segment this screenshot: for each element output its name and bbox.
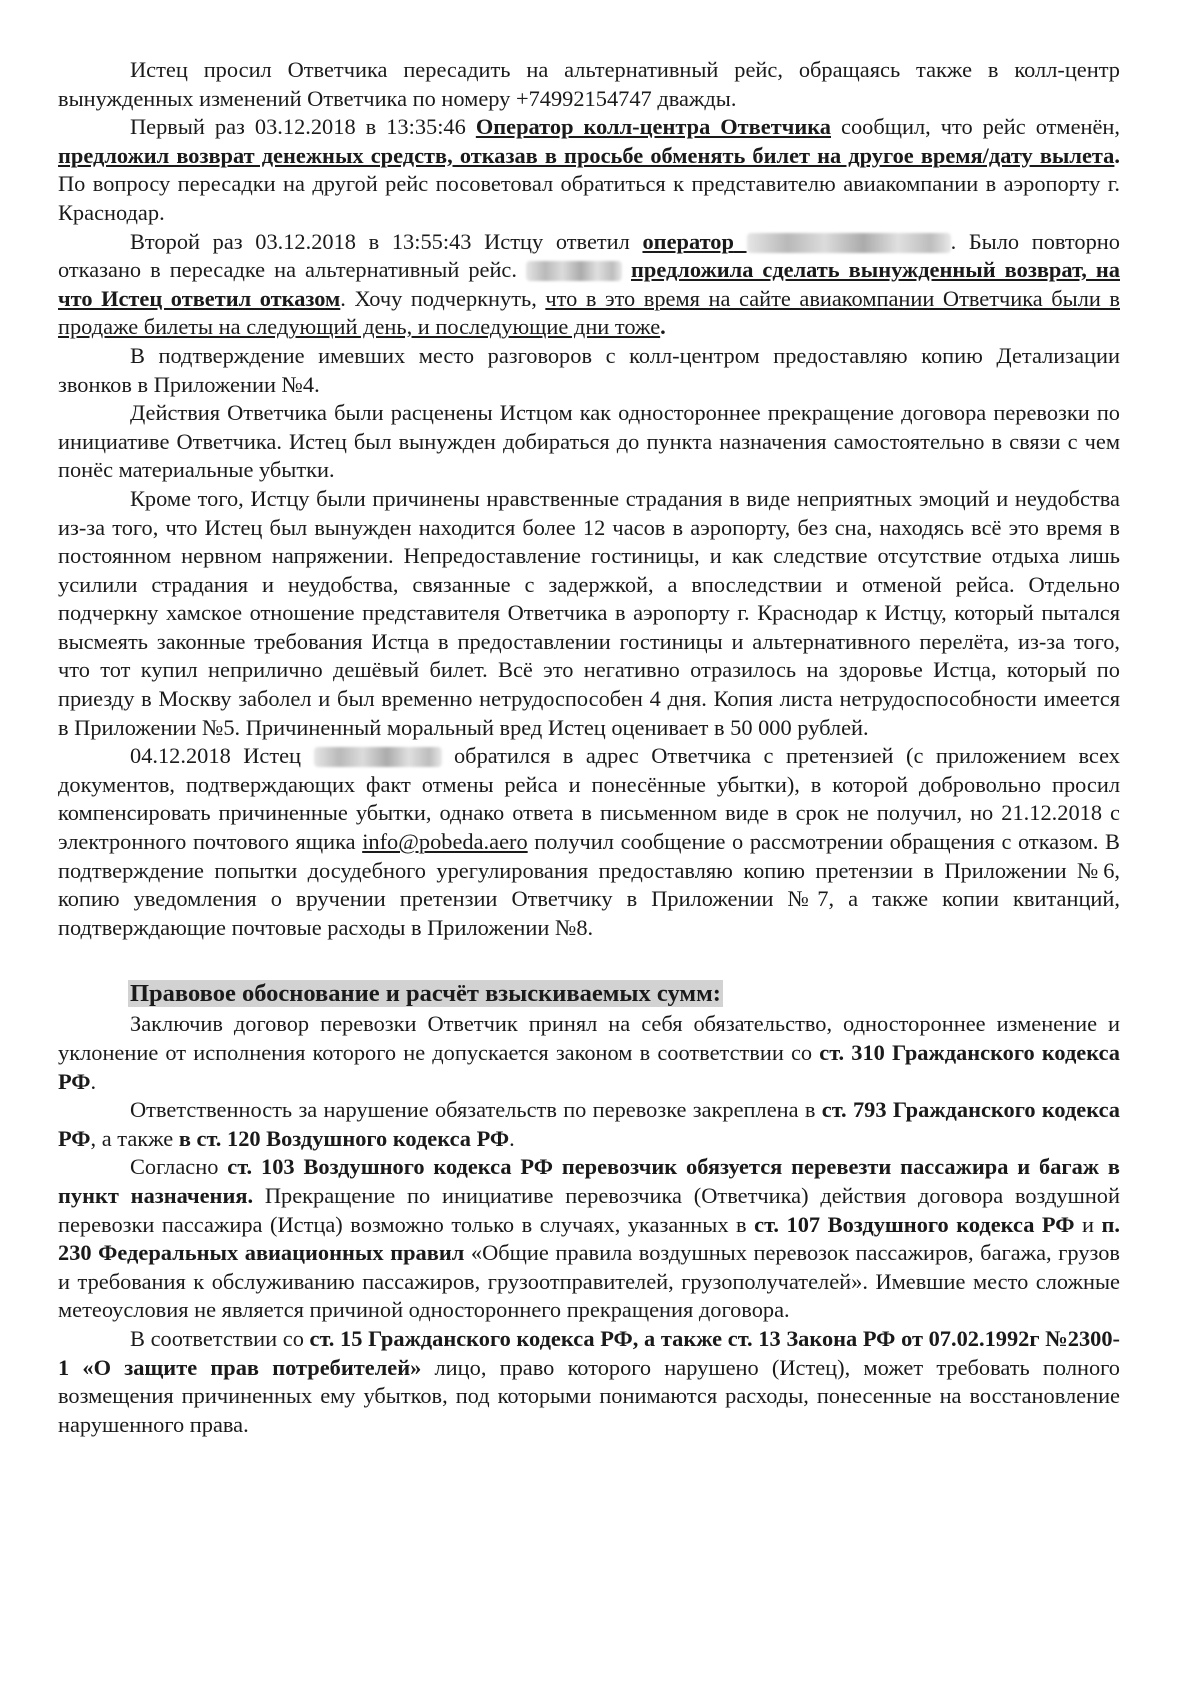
paragraph-rebooking-request: Истец просил Ответчика пересадить на альтернативный рейс, обращаясь также в колл-центр вынужденных изменений Ответчика по номеру +74992154747 дважды. bbox=[58, 57, 1120, 111]
redacted-plaintiff-name bbox=[314, 747, 442, 767]
tickets-on-sale-phrase: что в это время на сайте авиакомпании Ответчика были в продаже билеты на следующий день, и последующие дни тоже bbox=[58, 285, 1120, 340]
paragraph-second-call: Второй раз 03.12.2018 в 13:55:43 Истцу ответил оператор . Было повторно отказано в пересадке на альтернативный рейс. предложила сделать вынужденный возврат, на что Истец ответил отказом. Хочу подчеркнуть, что в это время на сайте авиакомпании Ответчика были в продаже билеты на следующий день, и последующие дни тоже. bbox=[58, 228, 1120, 340]
paragraph-call-details: В подтверждение имевших место разговоров с колл-центром предоставляю копию Детализации звонков в Приложении №4. bbox=[58, 342, 1120, 397]
paragraph-art-15: В соответствии со ст. 15 Гражданского кодекса РФ, а также ст. 13 Закона РФ от 07.02.1992г №2300-1 «О защите прав потребителей» лицо, право которого нарушено (Истец), может требовать полного возмещения причиненных ему убытков, под которыми понимаются расходы, понесенные на восстановление нарушенного права. bbox=[58, 1325, 1120, 1437]
operator-label: оператор bbox=[642, 228, 734, 254]
paragraph-art-310: Заключив договор перевозки Ответчик принял на себя обязательство, одностороннее изменение и уклонение от исполнения которого не допускается законом в соответствии со ст. 310 Гражданского кодекса РФ. bbox=[58, 1011, 1120, 1094]
refund-offer-phrase: предложил возврат денежных средств, отказав в просьбе обменять билет на другое время/дату вылета bbox=[58, 142, 1115, 168]
paragraph-art-103: Согласно ст. 103 Воздушного кодекса РФ перевозчик обязуется перевезти пассажира и багаж в пункт назначения. Прекращение по инициативе перевозчика (Ответчика) действия договора воздушной перевозки пассажира (Истца) возможно только в случаях, указанных в ст. 107 Воздушного кодекса РФ и п. 230 Федеральных авиационных правил «Общие правила воздушных перевозок пассажиров, багажа, грузов и требования к обслуживанию пассажиров, грузоотправителей, грузополучателей». Имевшие место сложные метеоусловия не является причиной одностороннего прекращения договора. bbox=[58, 1154, 1120, 1323]
paragraph-unilateral-termination: Действия Ответчика были расценены Истцом как одностороннее прекращение договора перевозки по инициативе Ответчика. Истец был вынужден добираться до пункта назначения самостоятельно в связи с чем понёс материальные убытки. bbox=[58, 400, 1120, 483]
section-heading: Правовое обоснование и расчёт взыскиваемых сумм: bbox=[130, 980, 721, 1008]
paragraph-moral-damage: Кроме того, Истцу были причинены нравственные страдания в виде неприятных эмоций и неудобства из-за того, что Истец был вынужден находится более 12 часов в аэропорту, без сна, находясь всё это время в постоянном нервном напряжении. Непредоставление гостиницы, и как следствие отсутствие отдыха лишь усилили страдания и неудобства, связанные с задержкой, а впоследствии и отменой рейса. Отдельно подчеркну хамское отношение представителя Ответчика в аэропорту г. Краснодар к Истцу, который пытался высмеять законные требования Истца в предоставлении гостиницы и альтернативного перелёта, из-за того, что тот купил неприлично дешёвый билет. Всё это негативно отразилось на здоровье Истца, который по приезду в Москву заболел и был временно нетрудоспособен 4 дня. Копия листа нетрудоспособности имеется в Приложении №5. Причиненный моральный вред Истец оценивает в 50 000 рублей. bbox=[58, 485, 1120, 740]
paragraph-first-call: Первый раз 03.12.2018 в 13:35:46 Оператор колл-центра Ответчика сообщил, что рейс отменён, предложил возврат денежных средств, отказав в просьбе обменять билет на другое время/дату вылета. По вопросу пересадки на другой рейс посоветовал обратиться к представителю авиакомпании в аэропорту г. Краснодар. bbox=[58, 114, 1121, 225]
forced-refund-phrase: предложила сделать вынужденный возврат, на что Истец ответил отказом bbox=[58, 257, 1120, 311]
paragraph-claim-letter: 04.12.2018 Истец обратился в адрес Ответчика с претензией (с приложением всех документов, подтверждающих факт отмены рейса и понесённые убытки), в которой добровольно просил компенсировать причиненные убытки, однако ответа в письменном виде в срок не получил, но 21.12.2018 с электронного почтового ящика info@pobeda.aero получил сообщение о рассмотрении обращения с отказом. В подтверждение попытки досудебного урегулирования предоставляю копию претензии в Приложении №6, копию уведомления о вручении претензии Ответчику в Приложении №7, а также копии квитанций, подтверждающие почтовые расходы в Приложении №8. bbox=[58, 743, 1120, 940]
email-link[interactable]: info@pobeda.aero bbox=[362, 829, 528, 855]
redacted-operator-name bbox=[747, 233, 951, 253]
redacted-operator-firstname bbox=[526, 261, 622, 281]
call-center-operator-phrase: Оператор колл-центра Ответчика bbox=[475, 114, 831, 140]
paragraph-art-793: Ответственность за нарушение обязательств по перевозке закреплена в ст. 793 Гражданского кодекса РФ, а также в ст. 120 Воздушного кодекса РФ. bbox=[58, 1097, 1120, 1151]
